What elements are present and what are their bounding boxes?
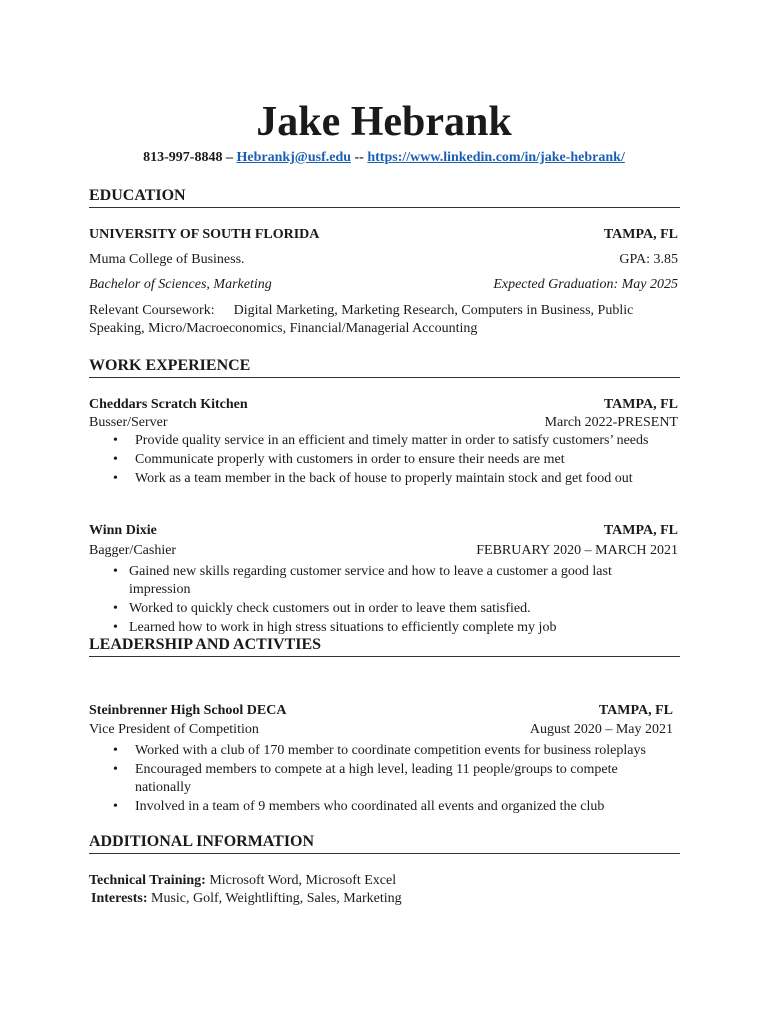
gpa: GPA: 3.85 (619, 252, 678, 267)
activity-duties-list (113, 742, 665, 817)
contact-line (0, 149, 768, 167)
list-item: • Work as a team member in the back of house to properly maintain stock and get food out (113, 471, 633, 486)
college-name: Muma College of Business. (89, 252, 245, 267)
job-header-row (89, 396, 678, 414)
job-dates: March 2022-PRESENT (544, 415, 678, 430)
role-title: Vice President of Competition (89, 722, 259, 737)
job-duties-list (113, 432, 680, 489)
education-college-row (89, 251, 678, 269)
section-heading-additional: ADDITIONAL INFORMATION (89, 832, 680, 854)
list-item: • Worked to quickly check customers out in order to leave them satisfied. (113, 601, 531, 616)
coursework-continued: Speaking, Micro/Macroeconomics, Financial/Managerial Accounting (89, 321, 478, 336)
school-location: TAMPA, FL (603, 227, 678, 242)
education-degree-row (89, 276, 678, 294)
employer-name: Cheddars Scratch Kitchen (89, 397, 248, 412)
education-school-row (89, 226, 678, 244)
job-location: TAMPA, FL (603, 397, 678, 412)
job-title-row (89, 414, 678, 432)
candidate-name: Jake Hebrank (256, 99, 512, 145)
activity-role-row (89, 721, 673, 739)
interests (91, 890, 681, 908)
job-title-row (89, 542, 678, 560)
job-title: Bagger/Cashier (89, 543, 177, 558)
list-item: • Involved in a team of 9 members who coordinated all events and organized the club (113, 799, 605, 814)
linkedin-link[interactable]: https://www.linkedin.com/in/jake-hebrank/ (367, 150, 625, 165)
list-item: • Encouraged members to compete at a high level, leading 11 people/groups to compete nationally (113, 762, 618, 795)
job-location: TAMPA, FL (603, 523, 678, 538)
phone-number: 813-997-8848 (143, 150, 223, 165)
section-heading-education: EDUCATION (89, 186, 680, 208)
organization-name: Steinbrenner High School DECA (89, 703, 287, 718)
school-name: UNIVERSITY OF SOUTH FLORIDA (89, 227, 320, 242)
job-dates: FEBRUARY 2020 – MARCH 2021 (476, 543, 678, 558)
contact-separator: -- (351, 150, 368, 165)
section-heading-leadership: LEADERSHIP AND ACTIVTIES (89, 635, 680, 657)
list-item: • Worked with a club of 170 member to coordinate competition events for business roleplays (113, 743, 646, 758)
role-dates: August 2020 – May 2021 (529, 722, 673, 737)
degree: Bachelor of Sciences, Marketing (89, 277, 272, 292)
list-item: • Provide quality service in an efficient and timely matter in order to satisfy customers’ needs (113, 433, 649, 448)
interests-label: Interests: (91, 891, 148, 906)
coursework-label: Relevant Coursework: (89, 303, 215, 318)
list-item: • Gained new skills regarding customer service and how to leave a customer a good last impression (113, 564, 612, 597)
job-duties-list (113, 563, 654, 638)
technical-training-value: Microsoft Word, Microsoft Excel (205, 873, 397, 888)
contact-separator: – (222, 150, 237, 165)
technical-training (89, 872, 679, 890)
coursework-list: Digital Marketing, Marketing Research, Computers in Business, Public (233, 303, 634, 318)
section-heading-work: WORK EXPERIENCE (89, 356, 680, 378)
interests-value: Music, Golf, Weightlifting, Sales, Marketing (147, 891, 402, 906)
activity-header-row (89, 702, 673, 720)
graduation-date: Expected Graduation: May 2025 (493, 277, 678, 292)
job-header-row (89, 522, 678, 540)
email-link[interactable]: Hebrankj@usf.edu (236, 150, 352, 165)
employer-name: Winn Dixie (89, 523, 157, 538)
coursework (89, 302, 679, 320)
list-item: • Learned how to work in high stress situations to efficiently complete my job (113, 620, 557, 635)
job-title: Busser/Server (89, 415, 168, 430)
organization-location: TAMPA, FL (598, 703, 673, 718)
technical-training-label: Technical Training: (89, 873, 206, 888)
list-item: • Communicate properly with customers in order to ensure their needs are met (113, 452, 565, 467)
